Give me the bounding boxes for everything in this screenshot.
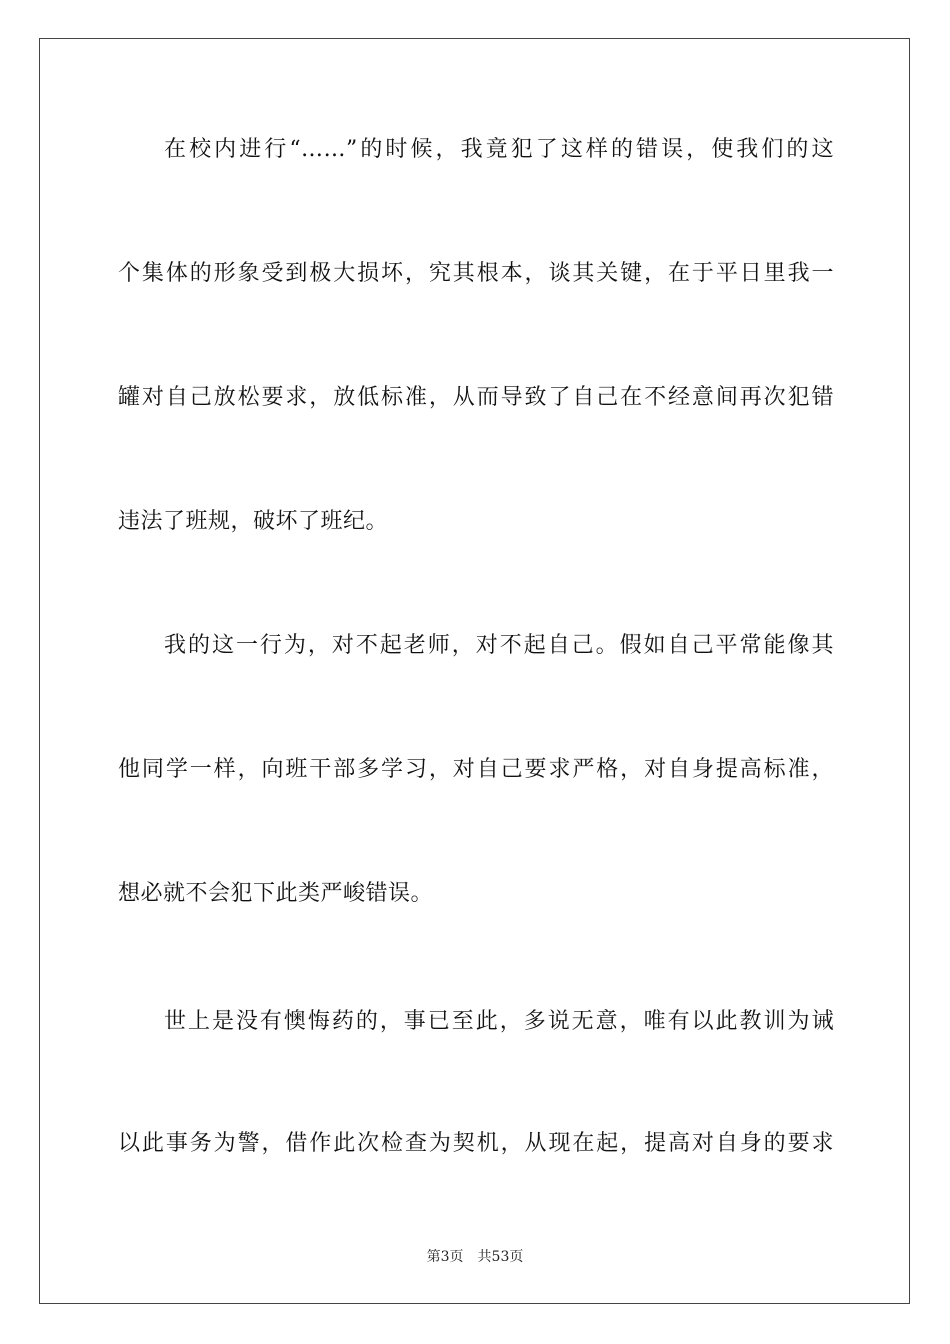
paragraph-1-line-4: 违法了班规，破坏了班纪。 [118,509,389,534]
page-number: 第3页 [426,1249,464,1265]
paragraph-2-line-3: 想必就不会犯下此类严峻错误。 [118,881,434,906]
page-frame [39,38,910,1304]
page-total: 共53页 [477,1249,524,1265]
paragraph-1-line-1: 在校内进行“……”的时候，我竟犯了这样的错误，使我们的这 [164,137,834,162]
paragraph-3-line-1: 世上是没有懊悔药的，事已至此，多说无意，唯有以此教训为诫 [164,1009,834,1034]
paragraph-1-line-2: 个集体的形象受到极大损坏，究其根本，谈其关键，在于平日里我一 [118,261,834,286]
paragraph-2-line-1: 我的这一行为，对不起老师，对不起自己。假如自己平常能像其 [164,633,834,658]
paragraph-1-line-3: 罐对自己放松要求，放低标准，从而导致了自己在不经意间再次犯错 [118,385,834,410]
paragraph-2-line-2: 他同学一样，向班干部多学习，对自己要求严格，对自身提高标准， [118,757,834,782]
page-footer [0,1248,950,1266]
paragraph-3-line-2: 以此事务为警，借作此次检查为契机，从现在起，提高对自身的要求 [118,1131,834,1156]
